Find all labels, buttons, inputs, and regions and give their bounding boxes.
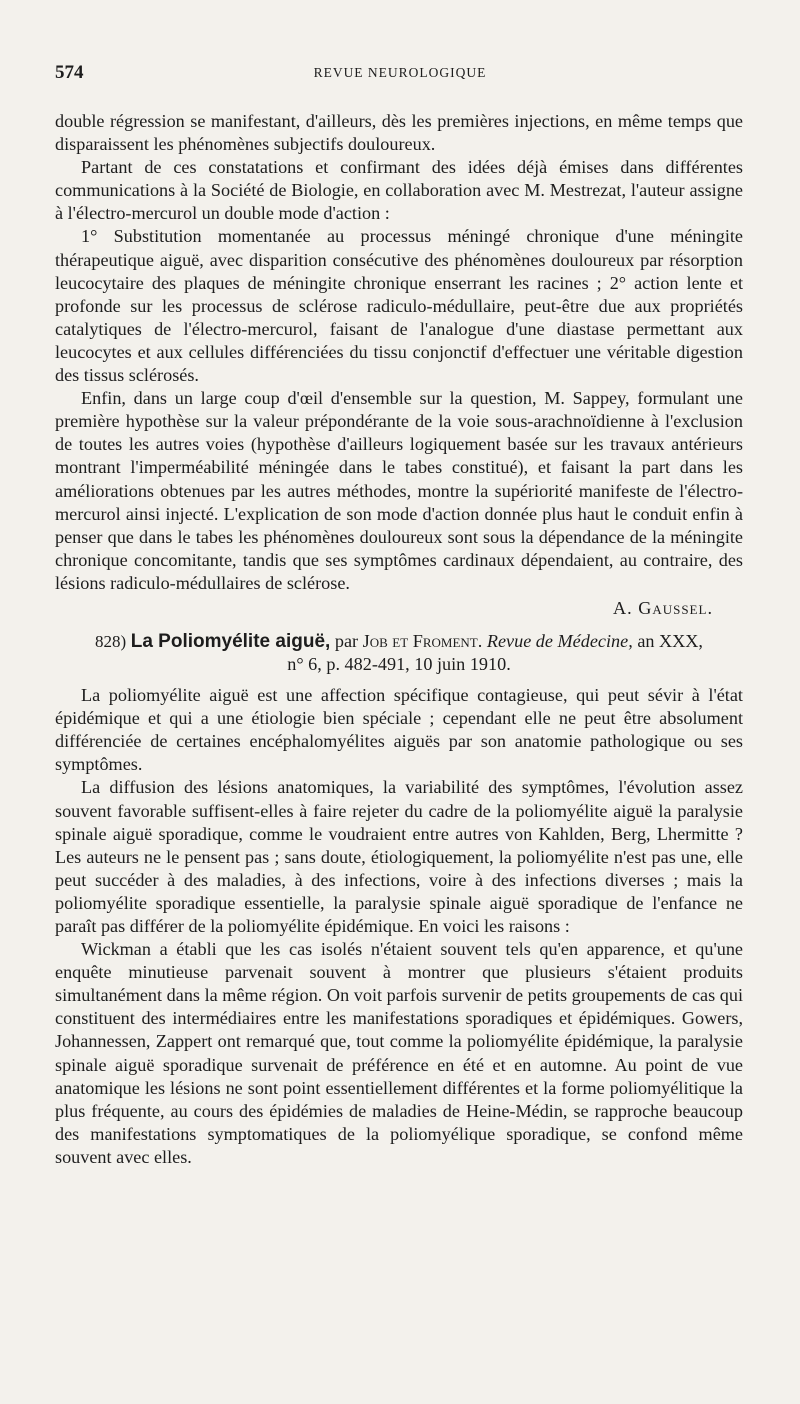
paragraph: 1° Substitution momentanée au processus méningé chronique d'une méningite thérapeutique aiguë, avec disparition consécutive des phénomènes douloureux par résorption leucocytaire des plaques de méningite chronique enserrant les racines ; 2° action lente et profonde sur les processus de sclérose radiculo-médullaire, peut-être due aux propriétés catalytiques de l'électro-mercurol, faisant de l'analogue d'une diastase permettant aux leucocytes et aux cellules différenciées du tissu conjonctif d'effectuer une véritable digestion des tissus sclérosés.	[55, 226, 743, 386]
paragraph: double régression se manifestant, d'ailleurs, dès les premières injections, en même temps que disparaissent les phénomènes subjectifs douloureux.	[55, 111, 743, 155]
running-title: REVUE NEUROLOGIQUE	[313, 65, 487, 80]
article-heading	[55, 630, 743, 676]
paragraph: Wickman a établi que les cas isolés n'étaient souvent tels qu'en apparence, et qu'une enquête minutieuse parvenait souvent à montrer que plusieurs s'étaient produits simultanément dans la même région. On voit parfois survenir de petits groupements de cas qui constituent des intermédiaires entre les manifestations sporadiques et épidémiques. Gowers, Johannessen, Zappert ont remarqué que, tout comme la poliomyélite épidémique, la paralysie spinale aiguë sporadique survenait de préférence en été et en automne. Au point de vue anatomique les lésions ne sont point essentiellement différentes et la forme poliomyélitique la plus fréquente, au cours des épidémies de maladies de Heine-Médin, se rapproche beaucoup des manifestations symptomatiques de la poliomyélique sporadique, se confond même souvent avec elles.	[55, 939, 743, 1167]
paragraph: Partant de ces constatations et confirmant des idées déjà émises dans différentes communications à la Société de Biologie, en collaboration avec M. Mestrezat, l'auteur assigne à l'électro-mercurol un double mode d'action :	[55, 157, 743, 224]
page-number: 574	[55, 62, 84, 83]
signature-initial: A.	[612, 597, 633, 618]
paragraph: Enfin, dans un large coup d'œil d'ensemble sur la question, M. Sappey, formulant une première hypothèse sur la valeur prépondérante de la voie sous-arachnoïdienne à l'exclusion de toutes les autres voies (hypothèse d'ailleurs logiquement basée sur les travaux antérieurs montrant l'imperméabilité méningée dans le tabes constitué), et faisant la part dans les améliorations obtenues par les autres méthodes, montre la supériorité manifeste de l'électro-mercurol ainsi injecté. L'explication de son mode d'action donnée plus haut le conduit enfin à penser que dans le tabes les phénomènes douloureux sont sous la dépendance de la méningite chronique concomitante, tandis que ses symptômes cardinaux dépendaient, au contraire, des lésions radiculo-médullaires de sclérose.	[55, 388, 743, 593]
article-citation: n° 6, p. 482-491, 10 juin 1910.	[287, 654, 511, 675]
signature-name: Gaussel.	[638, 597, 713, 618]
page-header	[55, 62, 745, 92]
author-signature	[55, 597, 713, 620]
paragraph: La poliomyélite aiguë est une affection spécifique contagieuse, qui peut sévir à l'état épidémique et qui a une étiologie bien spéciale ; cependant elle ne peut être absolument différenciée de certaines encéphalomyélites aiguës par son anatomie pathologique ou ses symptômes.	[55, 685, 743, 775]
article-title: La Poliomyélite aiguë,	[130, 631, 331, 653]
article-by: par	[334, 631, 359, 652]
article-authors: Job et Froment.	[362, 631, 483, 652]
body-text	[55, 110, 743, 1169]
article-number: 828)	[95, 632, 127, 652]
paragraph: La diffusion des lésions anatomiques, la variabilité des symptômes, l'évolution assez souvent favorable suffisent-elles à faire rejeter du cadre de la poliomyélite aiguë la paralysie spinale aiguë sporadique, comme le voudraient entre autres von Kahlden, Berg, Lhermitte ? Les auteurs ne le pensent pas ; sans doute, étiologiquement, la poliomyélite n'est pas une, elle peut succéder à des maladies, à des infections, voire à des infections diverses ; mais la poliomyélite sporadique essentielle, la paralysie spinale aiguë sporadique de l'enfance ne paraît pas différer de la poliomyélite épidémique. En voici les raisons :	[55, 777, 743, 936]
article-year: an XXX,	[637, 631, 703, 652]
article-journal: Revue de Médecine,	[486, 631, 633, 652]
